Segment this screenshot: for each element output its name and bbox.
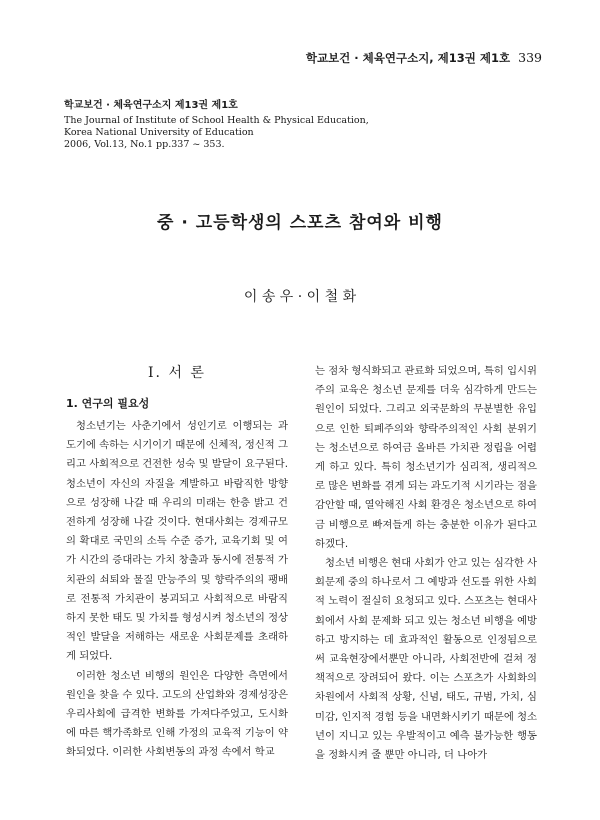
running-head-journal: 학교보건 · 체육연구소지, 제13권 제1호 xyxy=(305,51,511,65)
page-number: 339 xyxy=(518,50,542,65)
running-header xyxy=(306,50,542,66)
body-paragraph: 청소년 비행은 현대 사회가 안고 있는 심각한 사회문제 중의 하나로서 그 예방과 선도를 위한 사회적 노력이 절실히 요청되고 있다. 스포츠는 현대사회에서 사회 문제화 되고 있는 청소년 비행을 예방하고 방지하는 데 효과적인 활동으로 인정됨으로써 교육현장에서뿐만 아니라, 사회전반에 걸쳐 정책적으로 장려되어 왔다. 이는 스포츠가 사회화의 차원에서 사회적 상황, 신념, 태도, 규범, 가치, 심미감, 인지적 경험 등을 내면화시키기 때문에 청소년이 지니고 있는 우발적이고 예측 불가능한 행동을 정화시켜 줄 뿐만 아니라, 더 나아가 xyxy=(315,557,537,762)
paper-authors: 이 송 우 · 이 철 화 xyxy=(243,289,357,305)
journal-university: Korea National University of Education xyxy=(64,127,254,138)
paper-title: 중 · 고등학생의 스포츠 참여와 비행 xyxy=(157,213,443,233)
subsection-heading: 1. 연구의 필요성 xyxy=(66,397,150,410)
section-heading: I. 서 론 xyxy=(148,365,206,381)
journal-korean-name: 학교보건 · 체육연구소지 제13권 제1호 xyxy=(64,100,238,111)
left-column xyxy=(66,362,288,763)
journal-english-name: The Journal of Institute of School Health & Physical Education, xyxy=(64,115,369,126)
right-column xyxy=(315,362,537,765)
body-paragraph: 는 점차 형식화되고 관료화 되었으며, 특히 입시위주의 교육은 청소년 문제를 더욱 심각하게 만드는 원인이 되었다. 그리고 외국문화의 무분별한 유입으로 인한 퇴폐주의와 향락주의적인 사회 분위기는 청소년으로 하여금 올바른 가치관 정립을 어렵게 하고 있다. 특히 청소년기가 심리적, 생리적으로 많은 변화를 겪게 되는 과도기적 시기라는 점을 감안할 때, 열악해진 사회 환경은 청소년으로 하여금 비행으로 빠져들게 하는 충분한 이유가 된다고 하겠다. xyxy=(315,365,537,550)
body-paragraph: 이러한 청소년 비행의 원인은 다양한 측면에서 원인을 찾을 수 있다. 고도의 산업화와 경제성장은 우리사회에 급격한 변화를 가져다주었고, 도시화에 따른 핵가족화로 인해 가정의 교육적 기능이 약화되었다. 이러한 사회변동의 과정 속에서 학교 xyxy=(66,669,288,759)
journal-citation: 2006, Vol.13, No.1 pp.337 ~ 353. xyxy=(64,139,225,150)
journal-info xyxy=(64,100,544,151)
body-paragraph: 청소년기는 사춘기에서 성인기로 이행되는 과도기에 속하는 시기이기 때문에 신체적, 정신적 그리고 사회적으로 건전한 성숙 및 발달이 요구된다. 청소년이 자신의 자질을 계발하고 바람직한 방향으로 성장해 나갈 때 우리의 미래는 한층 밝고 건전하게 성장해 나갈 것이다. 현대사회는 경제규모의 확대로 국민의 소득 수준 증가, 교육기회 및 여가 시간의 증대라는 가치 창출과 동시에 전통적 가치관의 쇠퇴와 물질 만능주의 및 향락주의의 팽배로 전통적 가치관이 붕괴되고 사회적으로 바람직하지 못한 태도 및 가치를 형성시켜 청소년의 정상적인 발달을 저해하는 새로운 사회문제를 초래하게 되었다. xyxy=(66,420,288,663)
